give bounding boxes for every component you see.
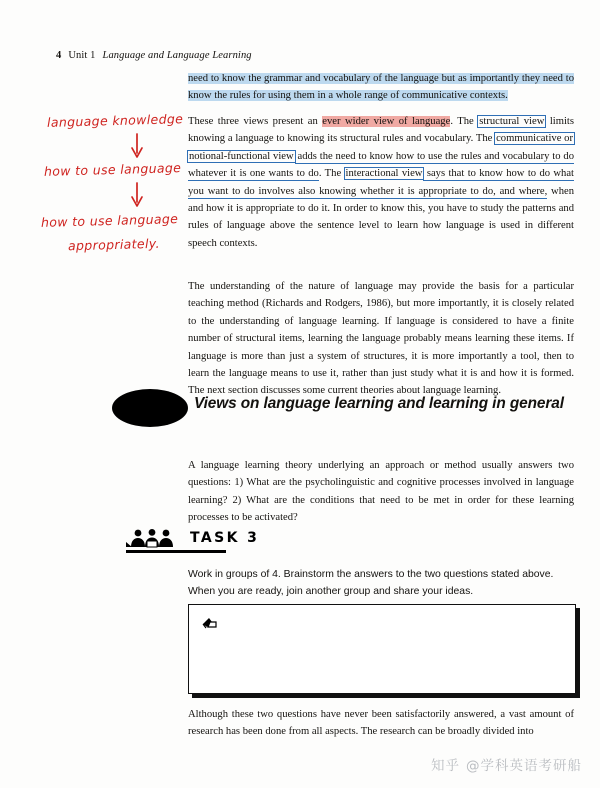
paragraph-task-instructions xyxy=(188,566,574,600)
boxed-term-interactional-view: interactional view xyxy=(345,168,423,180)
text-seg-3: limits knowing a language to knowing its structural rules and vocabulary. The xyxy=(188,116,574,145)
handwritten-note-3: how to use language xyxy=(40,211,179,230)
paragraph-text: Work in groups of 4. Brainstorm the answers to the two questions stated above. When you are ready, join another group and share your ideas. xyxy=(188,569,554,597)
watermark-handle: @学科英语考研船 xyxy=(466,758,582,774)
handwritten-note-1: language knowledge xyxy=(46,111,184,130)
answer-box-field[interactable] xyxy=(188,604,576,694)
unit-label: Unit 1 xyxy=(68,50,96,61)
running-head xyxy=(56,50,252,61)
text-seg-5: . The xyxy=(318,168,345,180)
paragraph-continued xyxy=(188,70,574,105)
paragraph-although xyxy=(188,706,574,741)
down-arrow-icon xyxy=(128,182,146,208)
task-label: TASK 3 xyxy=(190,530,260,546)
paragraph-text: A language learning theory underlying an approach or method usually answers two questions: 1) What are the psycholinguistic and cognitive processes involved in language learning? 2) What are the conditions that need to be met in order for these learning processes to be activated? xyxy=(188,460,574,524)
down-arrow-icon xyxy=(128,133,146,159)
watermark xyxy=(431,754,582,774)
underlined-text-1: adds the need to know how to use the rules and vocabulary to do whatever it is one wants to do xyxy=(188,150,574,180)
pink-highlight-ever-wider-view: ever wider view of language xyxy=(322,116,451,127)
writing-hand-icon xyxy=(202,617,218,630)
page-number: 4 xyxy=(56,50,62,61)
answer-box[interactable] xyxy=(188,604,576,694)
paragraph-understanding-nature xyxy=(188,278,574,400)
paragraph-text: Although these two questions have never been satisfactorily answered, a vast amount of research has been done from all aspects. The research can be broadly divided into xyxy=(188,709,574,738)
boxed-term-communicative-view: communicative or notional-functional view xyxy=(189,133,574,162)
handwritten-note-4: appropriately. xyxy=(67,235,161,254)
task-underline-rule xyxy=(126,550,226,553)
text-seg-2: . The xyxy=(450,116,479,127)
paragraph-learning-theory xyxy=(188,457,574,527)
text-seg-7: when and how it is appropriate to do it. In order to know this, you have to study the patterns and rules of language above the sentence level to learn how language is used in different speech contexts. xyxy=(188,185,574,249)
blue-highlight-text: need to know the grammar and vocabulary of the language but as importantly they need to know the rules for using them in a whole range of communicative contexts. xyxy=(188,73,574,102)
paragraph-three-views xyxy=(188,113,574,252)
section-heading-text: Views on language learning and learning in general xyxy=(194,395,564,412)
handwritten-note-2: how to use language xyxy=(43,160,182,179)
task-banner xyxy=(126,528,306,556)
boxed-term-structural-view: structural view xyxy=(479,116,545,127)
heading-ellipse-bullet xyxy=(112,389,188,427)
paragraph-text: The understanding of the nature of language may provide the basis for a particular teaching method (Richards and Rodgers, 1986), but more importantly, it is closely related to the understanding of language learning. If language is considered to have a finite number of structural items, learning the language probably means learning these items. If language is more than just a system of structures, it is more importantly a tool, then to learn the language means to use it, rather than just study what it is and how it is formed. The next section discusses some current theories about language learning. xyxy=(188,281,574,397)
watermark-platform: 知乎 xyxy=(431,758,460,774)
underlined-text-2: says that to know how to do what you want to do involves also knowing whether it is appropriate to do, and where, xyxy=(188,168,575,197)
book-title: Language and Language Learning xyxy=(102,50,252,61)
section-heading xyxy=(112,387,582,431)
text-seg-1: These three views present an xyxy=(188,116,323,127)
group-of-people-icon xyxy=(126,528,186,550)
